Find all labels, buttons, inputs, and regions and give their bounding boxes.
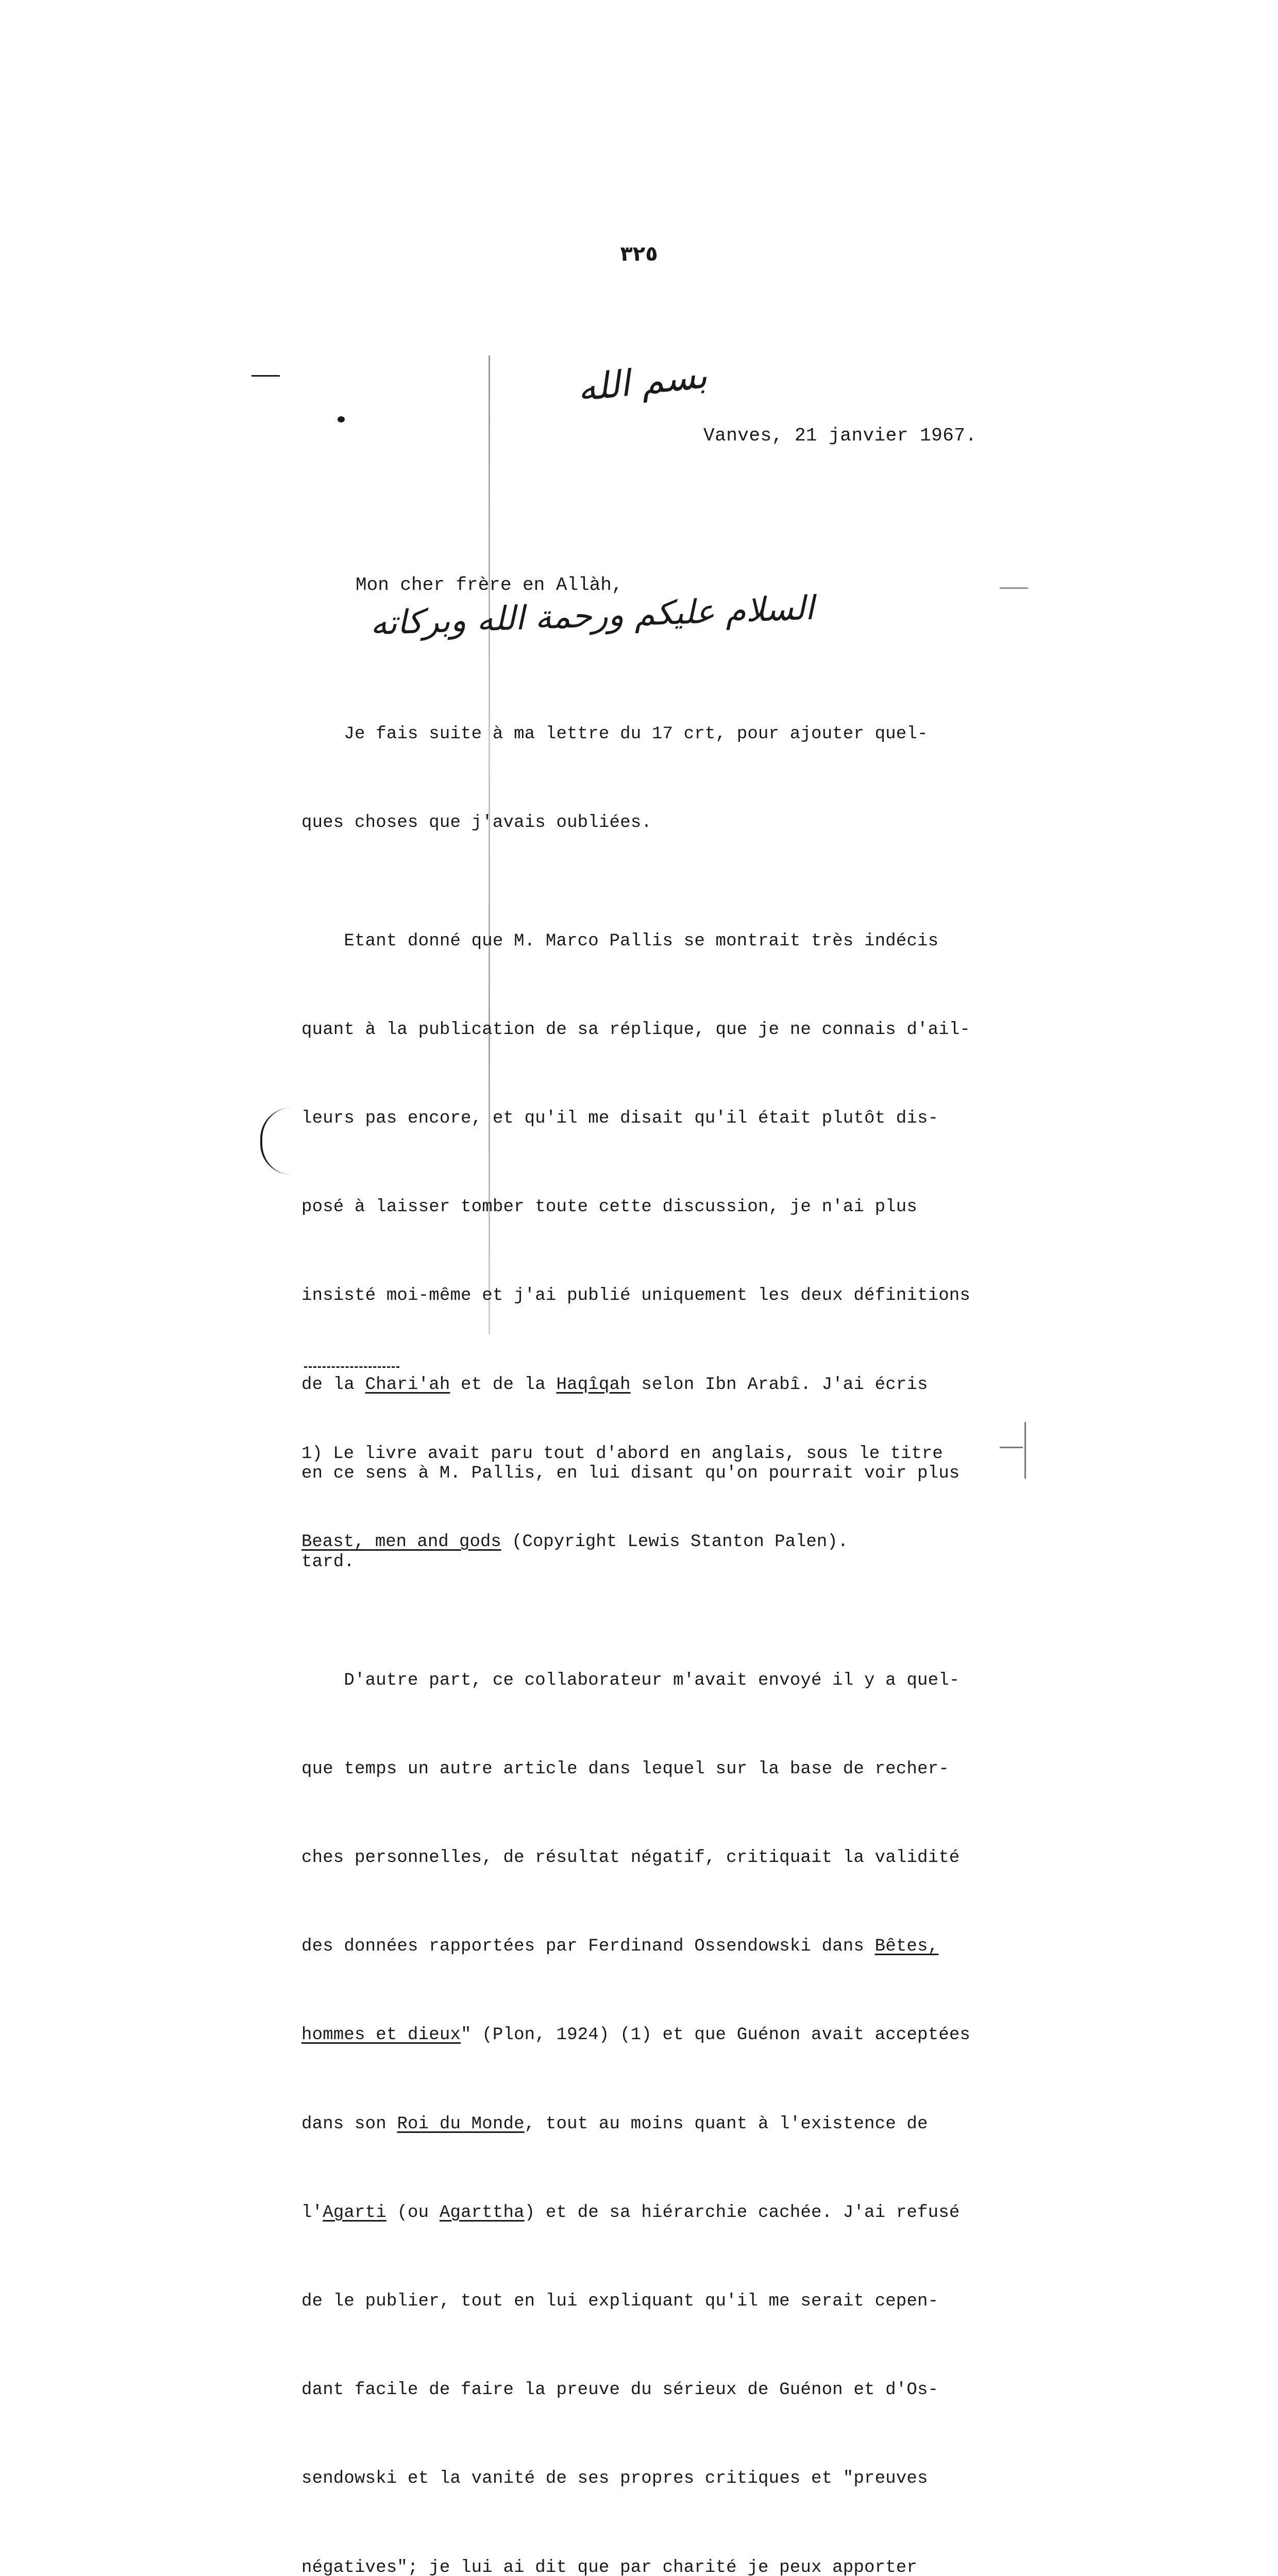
body-line: tard. [301,1552,355,1572]
term-agarti: Agarti [323,2202,386,2223]
body-line: négatives"; je lui ai dit que par charité je peux apporter [301,2557,917,2576]
letter-body [301,660,1049,2576]
salutation: Mon cher frère en Allàh, [356,574,623,596]
basmala-handwritten: بسم الله [575,354,709,410]
scan-speck [1000,587,1028,589]
text-run: l' [301,2202,323,2223]
body-line: D'autre part, ce collaborateur m'avait envoyé il y a quel- [301,1670,960,1690]
body-line [301,1932,1049,1961]
book-title-hommes-dieux: hommes et dieux [301,2025,461,2045]
book-title-beast-men-gods: Beast, men and gods [301,1532,501,1552]
text-run: (ou [386,2202,440,2223]
term-chariah: Chari'ah [365,1375,450,1395]
book-title-roi-du-monde: Roi du Monde [397,2114,525,2134]
body-line: ques choses que j'avais oubliées. [301,813,652,833]
body-line [301,2021,1049,2050]
body-line: que temps un autre article dans lequel sur la base de recher- [301,1759,949,1779]
margin-bracket [260,1108,293,1175]
body-line [301,2110,1049,2139]
text-run: (Copyright Lewis Stanton Palen). [501,1532,848,1552]
body-line: insisté moi-même et j'ai publié uniquement les deux définitions [301,1286,971,1306]
term-haqiqah: Haqîqah [556,1375,631,1395]
scan-speck [251,375,280,377]
scan-speck [338,416,345,422]
book-title-betes: Bêtes, [875,1937,939,1957]
text-run: et de la [450,1375,557,1395]
body-line [301,2198,1049,2228]
text-run: ) et de sa hiérarchie cachée. J'ai refusé [524,2202,960,2223]
text-run: " (Plon, 1924) (1) et que Guénon avait acceptées [461,2025,971,2045]
text-run: , tout au moins quant à l'existence de [524,2114,928,2134]
text-run: de la [301,1375,365,1395]
body-line: quant à la publication de sa réplique, que je ne connais d'ail- [301,1020,971,1040]
body-line: leurs pas encore, et qu'il me disait qu'il était plutôt dis- [301,1109,939,1129]
footnote-separator [304,1366,399,1368]
body-line: ches personnelles, de résultat négatif, critiquait la validité [301,1848,960,1868]
body-line: en ce sens à M. Pallis, en lui disant qu'on pourrait voir plus [301,1463,960,1483]
term-agarttha: Agarttha [439,2202,525,2223]
body-line: Etant donné que M. Marco Pallis se montrait très indécis [301,931,939,951]
body-line: de le publier, tout en lui expliquant qu'il me serait cepen- [301,2292,939,2312]
footnote-line [301,1528,1049,1557]
footnote-line: 1) Le livre avait paru tout d'abord en anglais, sous le titre [301,1444,943,1464]
text-run: des données rapportées par Ferdinand Ossendowski dans [301,1937,875,1957]
greeting-arabic-handwritten: السلام عليكم ورحمة الله وبركاته [369,589,815,643]
footnote [301,1381,1049,1587]
body-line: posé à laisser tomber toute cette discussion, je n'ai plus [301,1197,917,1217]
body-line: Je fais suite à ma lettre du 17 crt, pour ajouter quel- [301,724,928,744]
text-run: dans son [301,2114,397,2134]
body-line: dant facile de faire la preuve du sérieux de Guénon et d'Os- [301,2380,939,2400]
body-line: sendowski et la vanité de ses propres critiques et "preuves [301,2469,928,2489]
page-number: ٣٢٥ [620,242,658,266]
dateline: Vanves, 21 janvier 1967. [703,425,977,446]
text-run: selon Ibn Arabî. J'ai écris [630,1375,928,1395]
